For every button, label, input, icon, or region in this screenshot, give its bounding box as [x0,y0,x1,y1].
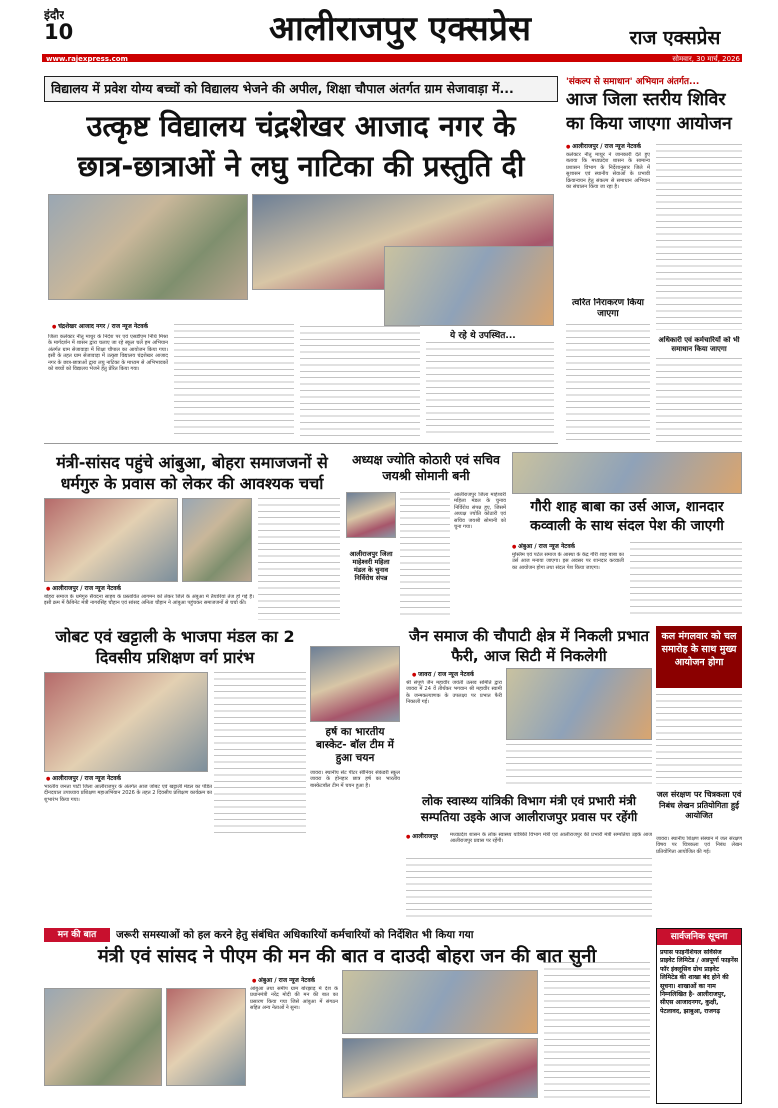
sidebar-body-col1: कलेक्टर नीतू माथुर ने जानकारी देते हुए बताया कि मध्यप्रदेश शासन के सामान्य प्रशासन विभाग के निर्देशानुसार जिले में सुशासन एवं स्थानीय सेवाओं के प्रभावी क्रियान्वयन हेतु संकल्प से समाधान अभियान का संचालन किया जा रहा है। [566,152,650,191]
urs-photo [512,452,742,494]
bottom-body-col2 [544,962,650,1098]
mahila-photo [346,492,396,538]
bottom-photo-4 [342,1038,538,1098]
issue-date: सोमवार, 30 मार्च, 2026 [672,55,740,62]
basketball-photo [310,646,400,722]
bjp-headline: जोबट एवं खट्टाली के भाजपा मंडल का 2 दिवसीय प्रशिक्षण वर्ग प्रारंभ [55,627,295,667]
bohra-byline: ● आलीराजपुर / राज न्यूज नेटवर्क [46,584,121,592]
top-story-body-col3 [300,326,420,436]
basketball-body: जावरा। स्थानीय सेंट पीटर सीनियर सेकंडरी स्कूल जावरा के होनहार छात्र हर्ष का भारतीय बास्केटबॉल टीम में चयन हुआ है। [310,770,400,789]
sidebar-body-col4 [656,358,742,442]
bottom-kicker-label: मन की बात [44,928,110,942]
sidebar-byline: ● आलीराजपुर / राज न्यूज नेटवर्क [566,142,641,150]
top-story [44,76,558,444]
sidebar-headline: आज जिला स्तरीय शिविर का किया जाएगा आयोजन [566,90,732,134]
teaser-side-text [656,694,742,784]
public-notice [656,928,742,1104]
minister-byline: ● आलीराजपुर [406,832,438,840]
top-story-caption-head: ये रहे थे उपस्थित... [450,331,516,341]
bjp-photo [44,672,208,772]
masthead [0,0,778,62]
bohra-photo-1 [44,498,178,582]
mahila-caption: आलीराजपुर जिला माहेश्वरी महिला मंडल के चुनाव निर्विरोध संपन्न [349,550,393,582]
minister-story [406,794,652,924]
top-story-kicker-text: विद्यालय में प्रवेश योग्य बच्चों को विद्यालय भेजने की अपील, शिक्षा चौपाल अंतर्गत ग्राम सेजावाड़ा में... [51,81,514,96]
basketball-headline: हर्ष का भारतीय बास्केट- बॉल टीम में हुआ चयन [316,726,394,764]
top-story-byline: ● चंद्रशेखर आजाद नगर / राज न्यूज नेटवर्क [52,322,148,330]
bjp-body: भारतीय जनता पार्टी जिला आलीराजपुर के अंतर्गत आज जोबट एवं खट्टाली मंडल का पंडित दीनदयाल उपाध्याय प्रशिक्षण महाअभियान 2026 के तहत 2 दिवसीय प्रशिक्षण कार्यक्रम का शुभारंभ किया गया। [44,784,212,803]
basketball-story [310,646,400,836]
bohra-body: बोहरा समाज के धर्मगुरु सैयदना साहब के प्रस्तावित आगमन को लेकर जिले के अंबुआ में तैयारियां तेज हो गई हैं। इसी क्रम में कैबिनेट मंत्री नागरसिंह चौहान एवं सांसद अनिता चौहान ने आंबुआ पहुंचकर समाजजनों से चर्चा की। [44,594,254,607]
urs-body: मुस्लिम एवं पटेल समाज के आस्था के केंद्र गौरी शाह बाबा का उर्स आज मनाया जाएगा। इस अवसर पर शानदार कव्वाली का आयोजन होगा तथा संदल पेश किया जाएगा। [512,552,624,571]
teaser-text: कल मंगलवार को चल समारोह के साथ मुख्य आयोजन होगा [661,631,737,668]
sidebar-body-col2 [656,144,742,330]
urs-headline: गौरी शाह बाबा का उर्स आज, शानदार कव्वाली के साथ संदल पेश की जाएगी [530,499,724,534]
bohra-body-col2 [258,498,340,620]
water-body: जावरा। स्थानीय शिक्षण संस्थान में जल संरक्षण विषय पर चित्रकला एवं निबंध लेखन प्रतियोगिता आयोजित की गई। [656,836,742,855]
bottom-photo-2 [166,988,246,1086]
bottom-headline: मंत्री एवं सांसद ने पीएम की मन की बात व दाउदी बोहरा जन की बात सुनी [97,946,597,967]
top-story-photo-3 [384,246,554,326]
jain-story [406,626,652,786]
sidebar-kicker: 'संकल्प से समाधान' अभियान अंतर्गत... [566,77,700,87]
bjp-body-col2 [214,672,306,834]
jain-byline: ● जावरा / राज न्यूज नेटवर्क [412,670,474,678]
jain-headline: जैन समाज की चौपाटी क्षेत्र में निकली प्रभात फैरी, आज सिटी में निकलेगी [408,627,650,665]
water-headline: जल संरक्षण पर चित्रकला एवं निबंध लेखन प्रतियोगिता हुई आयोजित [656,790,742,820]
jain-photo [506,668,652,740]
jain-body-col2 [506,744,652,784]
bjp-byline: ● आलीराजपुर / राज न्यूज नेटवर्क [46,774,121,782]
top-story-photo-1 [48,194,248,300]
mahila-body: आलीराजपुर जिला माहेश्वरी महिला मंडल के चुनाव निर्विरोध संपन्न हुए, जिसमें अध्यक्ष ज्योति कोठारी एवं सचिव जयश्री सोमानी को चुना गया। [454,492,506,531]
top-story-body-col1: जिला कलेक्टर नीतू माथुर के निर्देश पर एवं एसडीएम निधि मिश्रा के मार्गदर्शन में शासन द्वारा चलाए जा रहे स्कूल चलें हम अभियान अंतर्गत ग्राम सेजावाड़ा में शिक्षा चौपाल का आयोजन किया गया। इसी के तहत ग्राम सेजावाड़ा में उत्कृष्ट विद्यालय चंद्रशेखर आजाद नगर के छात्र-छात्राओं द्वारा लघु नाटिका के माध्यम से अभिभावकों को बच्चों को विद्यालय भेजने हेतु प्रेरित किया गया। [48,334,168,373]
top-story-headline-2: छात्र-छात्राओं ने लघु नाटिका की प्रस्तुति दी [77,149,525,183]
brand-name: राज एक्सप्रेस [629,27,721,49]
sidebar-story [566,72,742,448]
urs-byline: ● अंबुआ / राज न्यूज नेटवर्क [512,542,575,550]
notice-body: प्रयास फाइनेंशियल सर्विसेज प्राइवेट लिमिटेड / अन्नपूर्णा फाइनेंस फॉर इंक्लूसिव ग्रोथ प्राइवेट लिमिटेड की शाखा बंद होने की सूचना। शाखाओं का नाम निम्नलिखित है- आलीराजपुर, सीएस आजादनगर, कुक्षी, पेटलावद, झाबुआ, राजगढ़ [660,949,738,1015]
sidebar-subhead-1: त्वरित निराकरण किया जाएगा [571,298,645,319]
bottom-story [44,928,650,1104]
teaser-box [656,626,742,688]
website-link[interactable]: www.rajexpress.com [46,55,128,62]
notice-heading: सार्वजनिक सूचना [657,929,741,945]
bjp-story [44,626,306,836]
minister-body: मध्यप्रदेश शासन के लोक स्वास्थ्य यांत्रिकी विभाग मंत्री एवं आलीराजपुर की प्रभारी मंत्री सम्पतिया उइके आज आलीराजपुर प्रवास पर रहेंगी। [450,832,652,845]
mahila-body-col1 [400,492,450,618]
minister-headline: लोक स्वास्थ्य यांत्रिकी विभाग मंत्री एवं प्रभारी मंत्री सम्पतिया उइके आज आलीराजपुर प्रवास पर रहेंगी [420,794,638,824]
water-story [656,790,742,924]
mahila-headline: अध्यक्ष ज्योति कोठारी एवं सचिव जयश्री सोमानी बनी [352,452,500,483]
sidebar-body-col3 [566,324,650,440]
top-story-headline-1: उत्कृष्ट विद्यालय चंद्रशेखर आजाद नगर के [86,109,516,143]
bottom-photo-1 [44,988,162,1086]
paper-title: आलीराजपुर एक्सप्रेस [268,9,532,49]
edition-city: इंदौर [44,8,65,22]
mahila-story [346,452,506,620]
jain-body: श्री संपूर्ण जैन महावीर जयंती उत्सव समिति द्वारा जावरा में 24 वें तीर्थंकर भगवान श्री महावीर स्वामी के जन्मकल्याणक के उपलक्ष्य पर प्रभात फैरी निकाली गई। [406,680,502,706]
top-story-body-col2 [174,324,294,436]
bottom-byline: ● अंबुआ / राज न्यूज नेटवर्क [252,976,315,984]
minister-body-more [406,858,652,918]
bottom-body: आंबुआ तथा समीप ग्राम बोरझाड़ में देश के प्रधानमंत्री नरेंद्र मोदी की मन की बात का प्रसारण किया गया जिसे आंबुआ में संगठन सहित अन्य नेताओं ने सुना। [250,986,338,1012]
top-story-kicker [44,76,558,102]
urs-body-col2 [630,542,742,618]
top-story-body-col4 [426,342,554,436]
bottom-photo-3 [342,970,538,1034]
page-number: 10 [44,20,74,44]
bohra-story [44,452,340,620]
bohra-headline: मंत्री-सांसद पहुंचे आंबुआ, बोहरा समाजजनों से धर्मगुरु के प्रवास को लेकर की आवश्यक चर्चा [56,453,328,493]
urs-story [512,452,742,622]
bottom-kicker-text: जरूरी समस्याओं को हल करने हेतु संबंधित अधिकारियों कर्मचारियों को निर्देशित भी किया गया [116,929,474,941]
sidebar-subhead-2: अधिकारी एवं कर्मचारियों को भी समाधान किया जाएगा [658,336,740,353]
bohra-photo-2 [182,498,252,582]
